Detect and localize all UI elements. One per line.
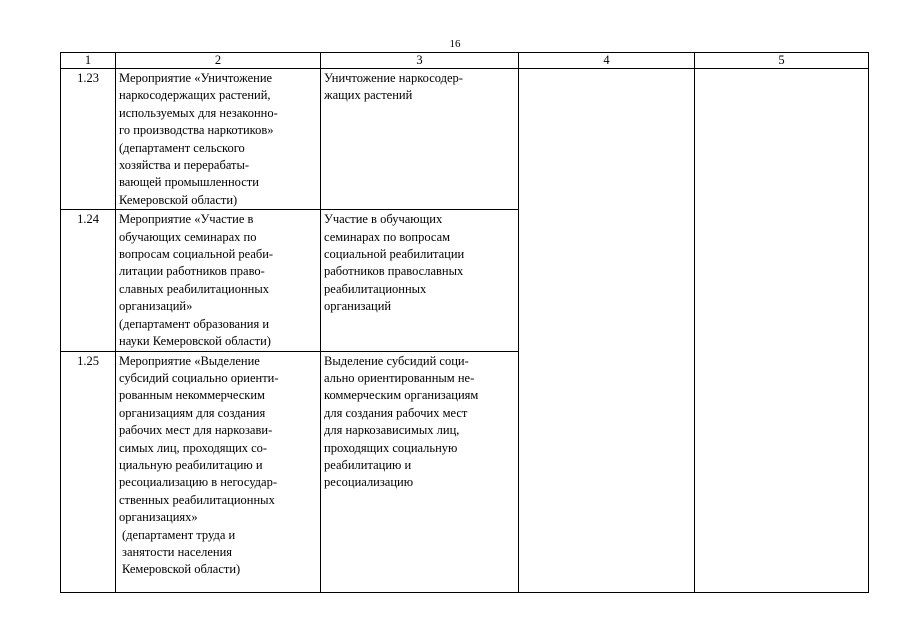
cell-text-line: используемых для незаконно- xyxy=(119,105,278,120)
column-header-4: 4 xyxy=(519,53,695,69)
cell-text-line: (департамент образования и xyxy=(119,316,270,331)
cell-text-line: работников православных xyxy=(324,264,464,279)
cell-text-line: науки Кемеровской области) xyxy=(119,334,271,349)
cell-text-line: ственных реабилитационных xyxy=(119,492,275,507)
cell-text-line: (департамент труда и xyxy=(122,527,236,542)
cell-text-line: Мероприятие «Выделение xyxy=(119,353,260,368)
row-number: 1.23 xyxy=(61,69,116,210)
cell-text-line: Мероприятие «Участие в xyxy=(119,212,254,227)
cell-text-line: организаций xyxy=(324,299,392,314)
event-name-cell xyxy=(116,210,321,351)
event-description-cell xyxy=(321,69,519,210)
column-4-merged-cell xyxy=(519,69,695,593)
cell-text-line: (департамент сельского xyxy=(119,140,245,155)
cell-text-line: ально ориентированным не- xyxy=(324,370,475,385)
table-header-row xyxy=(61,53,869,69)
row-number: 1.24 xyxy=(61,210,116,351)
cell-text-line: циальную реабилитацию и xyxy=(119,457,263,472)
cell-text-line: организациям для создания xyxy=(119,405,266,420)
cell-text-line: занятости населения xyxy=(122,544,233,559)
cell-text-line: жащих растений xyxy=(324,88,413,103)
cell-text-line: проходящих социальную xyxy=(324,440,458,455)
page-number: 16 xyxy=(449,38,461,50)
cell-text-line: Мероприятие «Уничтожение xyxy=(119,71,273,85)
cell-text-line: Выделение субсидий соци- xyxy=(324,353,469,368)
cell-text-line: го производства наркотиков» xyxy=(119,123,274,138)
cell-text-line: ресоциализацию в негосудар- xyxy=(119,475,278,490)
cell-text-line: семинарах по вопросам xyxy=(324,229,451,244)
cell-text-line: литации работников право- xyxy=(119,264,265,279)
cell-text-line: реабилитационных xyxy=(324,281,427,296)
table-row xyxy=(61,69,869,210)
event-description-cell xyxy=(321,210,519,351)
cell-text-line: славных реабилитационных xyxy=(119,281,269,296)
cell-text-line: хозяйства и перерабаты- xyxy=(119,158,250,173)
cell-text-line: вающей промышленности xyxy=(119,175,259,190)
cell-text-line: наркосодержащих растений, xyxy=(119,88,271,103)
event-name-cell xyxy=(116,351,321,593)
cell-text-line: для наркозависимых лиц, xyxy=(324,423,460,438)
cell-text-line: организаций» xyxy=(119,299,193,314)
cell-text-line: Кемеровской области) xyxy=(119,192,238,207)
cell-text-line: симых лиц, проходящих со- xyxy=(119,440,268,455)
cell-text-line: социальной реабилитации xyxy=(324,247,465,262)
cell-text-line: рованным некоммерческим xyxy=(119,388,265,403)
cell-text-line: Кемеровской области) xyxy=(122,562,241,577)
column-5-merged-cell xyxy=(695,69,869,593)
column-header-3: 3 xyxy=(321,53,519,69)
measures-table xyxy=(60,52,869,593)
cell-text-line: реабилитацию и xyxy=(324,457,412,472)
column-header-2: 2 xyxy=(116,53,321,69)
column-header-1: 1 xyxy=(61,53,116,69)
row-number: 1.25 xyxy=(61,351,116,593)
cell-text-line: ресоциализацию xyxy=(324,475,414,490)
cell-text-line: организациях» xyxy=(119,510,198,525)
column-header-5: 5 xyxy=(695,53,869,69)
event-description-cell xyxy=(321,351,519,593)
cell-text-line: Уничтожение наркосодер- xyxy=(324,71,463,85)
cell-text-line: рабочих мест для наркозави- xyxy=(119,423,273,438)
cell-text-line: для создания рабочих мест xyxy=(324,405,468,420)
cell-text-line: коммерческим организациям xyxy=(324,388,479,403)
event-name-cell xyxy=(116,69,321,210)
cell-text-line: Участие в обучающих xyxy=(324,212,443,227)
cell-text-line: вопросам социальной реаби- xyxy=(119,247,274,262)
cell-text-line: субсидий социально ориенти- xyxy=(119,370,279,385)
cell-text-line: обучающих семинарах по xyxy=(119,229,257,244)
